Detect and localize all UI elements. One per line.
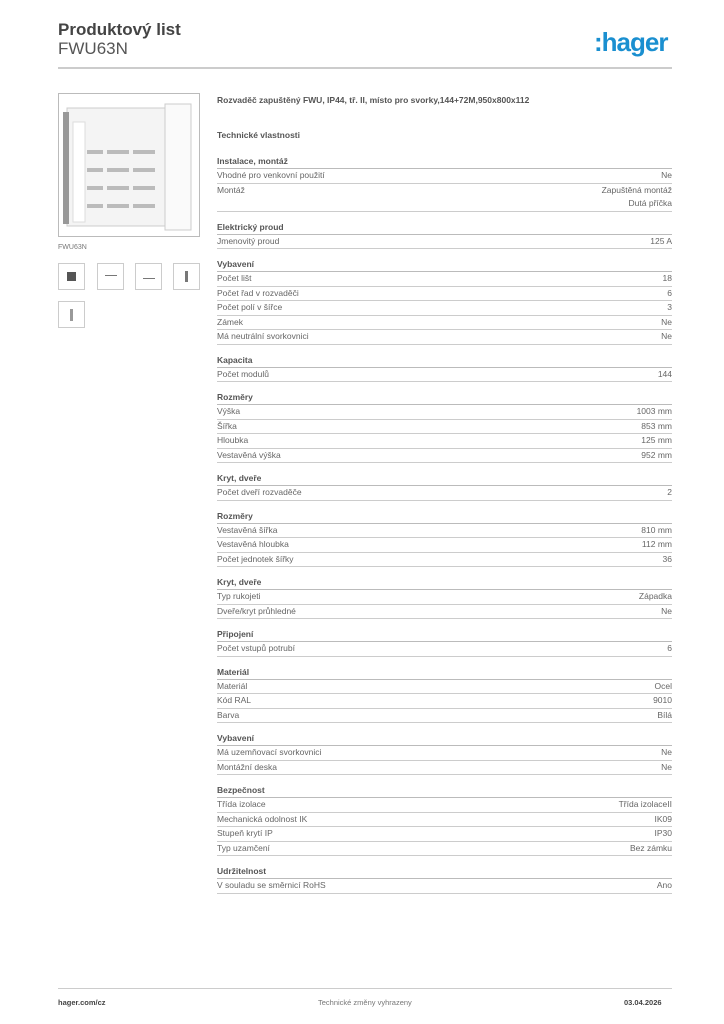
spec-section [217,628,672,657]
spec-row [217,827,672,842]
image-caption: FWU63N [58,244,87,251]
spec-section [217,155,672,212]
spec-label: Počet řad v rozvaděči [217,287,299,298]
spec-section [217,576,672,619]
spec-label: Materiál [217,680,248,691]
spec-row [217,301,672,316]
spec-row [217,169,672,184]
spec-label: Jmenovitý proud [217,235,280,246]
spec-value: 125 A [650,235,672,246]
section-title: Instalace, montáž [217,155,672,169]
spec-label: Typ uzamčení [217,842,270,853]
spec-label: Počet vstupů potrubí [217,643,295,653]
spec-value: Zapuštěná montáž Dutá příčka [601,184,672,208]
section-title: Připojení [217,628,672,642]
spec-value: 810 mm [641,524,672,535]
spec-value: Bez zámku [629,842,672,853]
page-title: Produktový list [58,20,181,39]
spec-label: Má uzemňovací svorkovnici [217,747,322,757]
section-title: Kapacita [217,354,672,368]
spec-row [217,330,672,345]
spec-row [217,316,672,331]
spec-row [217,642,672,657]
spec-row [217,538,672,553]
spec-row [217,434,672,449]
product-code: FWU63N [58,39,128,58]
spec-label: Má neutrální svorkovnici [217,331,309,341]
spec-row [217,842,672,857]
spec-row [217,272,672,287]
spec-label: Počet modulů [217,368,269,379]
spec-value: 125 mm [641,435,672,445]
section-title: Vybavení [217,732,672,746]
spec-label: V souladu se směrnicí RoHS [217,880,326,890]
spec-section [217,666,672,724]
header-divider [58,67,672,69]
spec-value: Třída izolaceII [618,799,672,809]
section-title: Rozměry [217,391,672,405]
spec-label: Počet polí v šířce [217,302,283,312]
spec-label: Počet jednotek šířky [217,553,294,564]
spec-table [217,155,672,903]
section-title: Kryt, dveře [217,576,672,590]
spec-label: Vestavěná výška [217,449,281,460]
thumbnail-front[interactable] [58,263,85,290]
spec-value: Ne [661,761,672,772]
spec-label: Kód RAL [217,695,252,705]
spec-value: 6 [667,643,672,653]
spec-value: 112 mm [641,539,672,549]
spec-value: 3 [667,302,672,312]
spec-value: Ano [656,880,672,890]
spec-row [217,605,672,620]
spec-value: 9010 [653,695,672,705]
hager-logo: :hager [594,27,668,57]
spec-value: 1003 mm [636,406,672,416]
spec-label: Počet lišt [217,273,252,283]
spec-label: Vestavěná hloubka [217,539,289,549]
spec-label: Stupeň krytí IP [217,828,273,838]
spec-section [217,472,672,501]
spec-label: Výška [217,406,241,416]
spec-section [217,510,672,568]
tech-heading: Technické vlastnosti [217,130,300,140]
spec-value: 144 [657,368,672,379]
spec-row [217,420,672,435]
section-title: Elektrický proud [217,221,672,235]
spec-label: Hloubka [217,435,249,445]
spec-row [217,798,672,813]
spec-section [217,391,672,463]
section-title: Rozměry [217,510,672,524]
spec-value: 853 mm [641,420,672,431]
spec-label: Dveře/kryt průhledné [217,605,296,616]
product-image[interactable] [58,93,200,237]
spec-label: Zámek [217,316,243,327]
spec-value: Ne [661,331,672,341]
spec-row [217,590,672,605]
spec-value: Ne [661,605,672,616]
footer-date: 03.04.2026 [624,998,662,1007]
spec-label: Barva [217,709,240,720]
spec-label: Vestavěná šířka [217,524,278,535]
spec-value: 952 mm [641,449,672,460]
spec-section [217,865,672,894]
product-description: Rozvaděč zapuštěný FWU, IP44, tř. II, místo pro svorky,144+72M,950x800x112 [217,95,530,105]
footer-note: Technické změny vyhrazeny [318,998,412,1007]
section-title: Bezpečnost [217,784,672,798]
footer-divider [58,988,672,989]
spec-section [217,732,672,775]
spec-row [217,553,672,568]
section-title: Kryt, dveře [217,472,672,486]
spec-value: IK09 [654,813,672,824]
spec-value: Ne [661,316,672,327]
spec-row [217,813,672,828]
thumbnail-drawing-2[interactable] [135,263,162,290]
spec-row [217,879,672,894]
thumbnail-side[interactable] [173,263,200,290]
section-title: Udržitelnost [217,865,672,879]
section-title: Materiál [217,666,672,680]
thumbnail-open[interactable] [58,301,85,328]
section-title: Vybavení [217,258,672,272]
spec-row [217,184,672,212]
spec-value: Ne [661,170,672,180]
spec-label: Mechanická odolnost IK [217,813,308,824]
spec-row [217,287,672,302]
spec-label: Šířka [217,420,237,431]
spec-label: Montáž [217,184,245,195]
spec-row [217,368,672,383]
spec-row [217,694,672,709]
spec-value: Bílá [657,709,672,720]
footer-website[interactable]: hager.com/cz [58,998,106,1007]
spec-row [217,761,672,776]
spec-section [217,784,672,856]
spec-row [217,449,672,464]
spec-value: IP30 [654,828,672,838]
spec-row [217,680,672,695]
spec-value: 36 [662,553,672,564]
spec-label: Počet dveří rozvaděče [217,487,302,497]
spec-value: 6 [667,287,672,298]
spec-label: Montážní deska [217,761,278,772]
spec-row [217,486,672,501]
spec-row [217,524,672,539]
spec-row [217,746,672,761]
spec-row [217,405,672,420]
spec-label: Vhodné pro venkovní použití [217,170,325,180]
spec-value: Ne [661,747,672,757]
spec-row [217,235,672,250]
spec-section [217,221,672,250]
spec-label: Typ rukojeti [217,591,261,601]
spec-value: Ocel [654,680,672,691]
spec-row [217,709,672,724]
spec-section [217,354,672,383]
spec-label: Třída izolace [217,799,266,809]
spec-value: 18 [662,273,672,283]
spec-section [217,258,672,345]
spec-value: 2 [667,487,672,497]
spec-value: Západka [638,591,672,601]
thumbnail-drawing-1[interactable] [97,263,124,290]
